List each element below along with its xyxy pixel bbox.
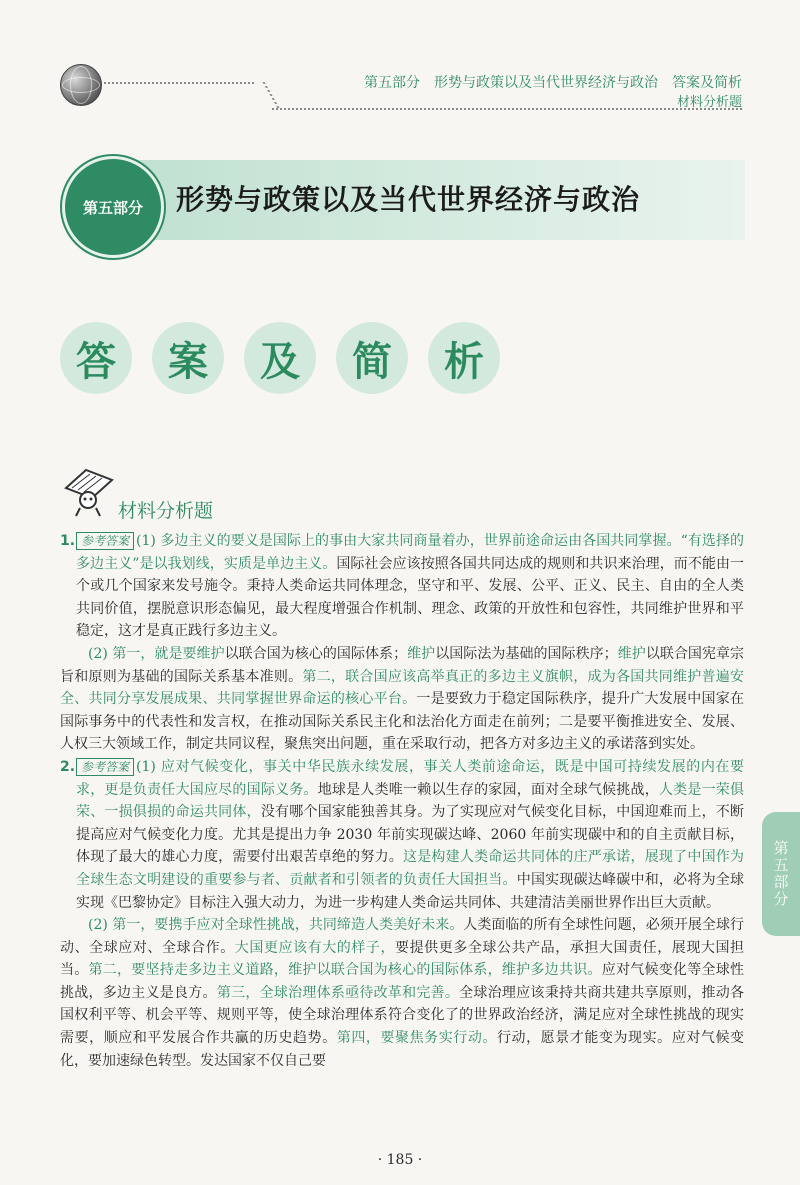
title-char: 答 xyxy=(60,322,132,394)
header-divider-lower xyxy=(272,108,742,110)
title-char: 析 xyxy=(428,322,500,394)
running-subheader: 材料分析题 xyxy=(676,95,742,110)
side-tab: 第五部分 xyxy=(762,812,800,936)
q2-part1: 2. 参考答案 (1) 应对气候变化，事关中华民族永续发展，事关人类前途命运，既是中国可持续发展的内在要求，更是负责任大国应尽的国际义务。地球是人类唯一赖以生存的家园，面对全球气候挑战，人类是一荣俱荣、一损俱损的命运共同体，没有哪个国家能独善其身。为了实现应对气候变化目标，中国迎难而上，不断提高应对气候变化力度。尤其是提出力争 2030 年前实现碳达峰、2060 年前实现碳中和的自主贡献目标，体现了最大的雄心力度，需要付出艰苦卓绝的努力。这是构建人类命运共同体的庄严承诺，展现了中国作为全球生态文明建设的重要参与者、贡献者和引领者的负责任大国担当。中国实现碳达峰碳中和，必将为全球实现《巴黎协定》目标注入强大动力，为进一步构建人类命运共同体、共建清洁美丽世界作出巨大贡献。 xyxy=(60,756,744,914)
globe-icon xyxy=(60,64,102,106)
answer-title xyxy=(60,322,500,394)
answer-tag: 参考答案 xyxy=(76,532,134,550)
header-divider xyxy=(104,82,254,84)
part-title: 形势与政策以及当代世界经济与政治 xyxy=(176,183,641,216)
answer-body xyxy=(60,530,744,1072)
header-divider-bend xyxy=(244,82,279,108)
title-char: 简 xyxy=(336,322,408,394)
running-header: 第五部分 形势与政策以及当代世界经济与政治 答案及简析 xyxy=(364,75,742,91)
q2-part2: (2) 第一，要携手应对全球性挑战，共同缔造人类美好未来。人类面临的所有全球性问题，必须开展全球行动、全球应对、全球合作。大国更应该有大的样子，要提供更多全球公共产品，承担大国责任，展现大国担当。第二，要坚持走多边主义道路，维护以联合国为核心的国际体系，维护多边共识。应对气候变化等全球性挑战，多边主义是良方。第三，全球治理体系亟待改革和完善。全球治理应该秉持共商共建共享原则，推动各国权利平等、机会平等、规则平等，使全球治理体系符合变化了的世界政治经济，满足应对全球性挑战的现实需要，顺应和平发展合作共赢的历史趋势。第四，要聚焦务实行动。行动，愿景才能变为现实。应对气候变化，要加速绿色转型。发达国家不仅自己要 xyxy=(60,917,745,1069)
title-char: 及 xyxy=(244,322,316,394)
title-char: 案 xyxy=(152,322,224,394)
page-number: · 185 · xyxy=(377,1152,423,1168)
reading-mascot-icon xyxy=(62,466,116,518)
part-badge: 第五部分 xyxy=(62,156,164,258)
section-title: 材料分析题 xyxy=(118,500,214,522)
q2-number: 2. xyxy=(60,758,76,775)
q1-number: 1. xyxy=(60,533,76,549)
q1-part2: (2) 第一，就是要维护以联合国为核心的国际体系；维护以国际法为基础的国际秩序；维护以联合国宪章宗旨和原则为基础的国际关系基本准则。第二，联合国应该高举真正的多边主义旗帜，成为各国共同维护普遍安全、共同分享发展成果、共同掌握世界命运的核心平台。一是要致力于稳定国际秩序，提升广大发展中国家在国际事务中的代表性和发言权，在推动国际关系民主化和法治化方面走在前列；二是要平衡推进安全、发展、人权三大领域工作，制定共同议程，聚焦突出问题，重在采取行动，把各方对多边主义的承诺落到实处。 xyxy=(60,645,745,753)
q1-part1: 1. 参考答案 (1) 多边主义的要义是国际上的事由大家共同商量着办，世界前途命运由各国共同掌握。“有选择的多边主义”是以我划线，实质是单边主义。国际社会应该按照各国共同达成的规则和共识来治理，而不能由一个或几个国家来发号施令。秉持人类命运共同体理念，坚守和平、发展、公平、正义、民主、自由的全人类共同价值，摆脱意识形态偏见，最大程度增强合作机制、理念、政策的开放性和包容性，共同维护世界和平稳定，这才是真正践行多边主义。 xyxy=(60,530,744,643)
answer-tag: 参考答案 xyxy=(76,758,134,776)
